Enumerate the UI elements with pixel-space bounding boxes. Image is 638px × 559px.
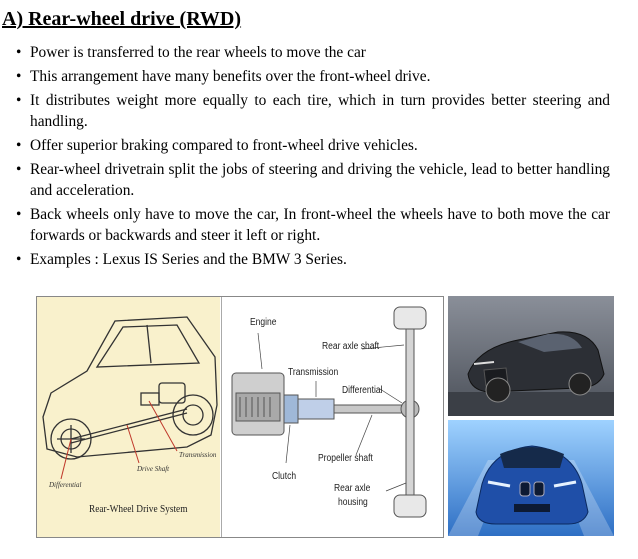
bullet-item: • Rear-wheel drivetrain split the jobs of steering and driving the vehicle, lead to better handling and acceleration. [14, 159, 610, 202]
differential-schematic-label: Differential [342, 385, 383, 396]
schematic-drawing [222, 297, 444, 537]
diagram-caption: Rear-Wheel Drive System [89, 503, 188, 515]
car-sketch [37, 297, 220, 537]
drivetrain-schematic [221, 297, 444, 537]
bmw-3-series-photo [448, 420, 614, 536]
lexus-is-photo [448, 296, 614, 416]
bullet-item: • Power is transferred to the rear wheels to move the car [14, 42, 610, 63]
bullet-list [14, 42, 610, 273]
car-cutaway-diagram [37, 297, 220, 537]
lexus-car-image [448, 296, 614, 416]
bullet-item: • This arrangement have many benefits over the front-wheel drive. [14, 66, 610, 87]
differential-label: Differential [49, 481, 82, 489]
transmission-schematic-label: Transmission [288, 367, 339, 378]
drive-shaft-label: Drive Shaft [137, 465, 170, 473]
clutch-label: Clutch [272, 471, 297, 482]
propeller-shaft-label: Propeller shaft [318, 453, 373, 464]
rear-axle-housing-label-2: housing [338, 497, 368, 508]
engine-label: Engine [250, 317, 277, 328]
rear-axle-housing-label-1: Rear axle [334, 483, 371, 494]
bmw-car-image [448, 420, 614, 536]
section-heading: A) Rear-wheel drive (RWD) [2, 8, 242, 30]
bullet-item: • Back wheels only have to move the car, In front-wheel the wheels have to both move the car forwards or backwards and steer it left or right. [14, 204, 610, 247]
rear-axle-shaft-label: Rear axle shaft [322, 341, 380, 352]
bullet-item: • Offer superior braking compared to front-wheel drive vehicles. [14, 135, 610, 156]
bullet-item: • Examples : Lexus IS Series and the BMW 3 Series. [14, 249, 610, 270]
transmission-label: Transmission [179, 451, 217, 459]
bullet-item: • It distributes weight more equally to each tire, which in turn provides better steering and handling. [14, 90, 610, 133]
drivetrain-diagram [36, 296, 444, 538]
